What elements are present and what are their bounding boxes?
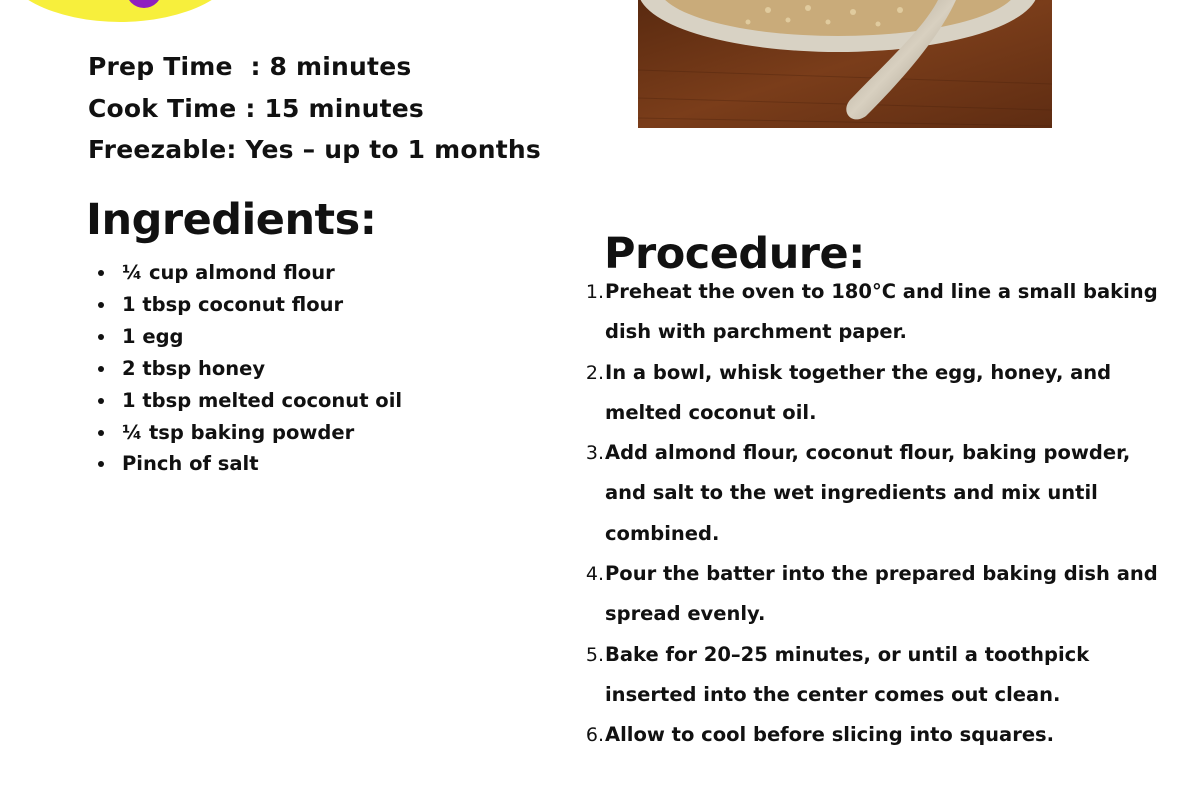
bullet-icon [98,430,104,436]
recipe-meta [88,46,541,171]
ingredient-item [98,417,402,449]
ingredient-label: 1 tbsp coconut flour [122,292,344,316]
bullet-icon [98,461,104,467]
procedure-step [578,272,1178,353]
ingredient-label: ¼ tsp baking powder [122,420,355,444]
freezable-info: Freezable: Yes – up to 1 months [88,135,541,164]
prep-time: Prep Time : 8 minutes [88,52,412,81]
step-number: 4. [585,563,604,586]
ingredients-list [98,257,402,480]
ingredient-label: 1 tbsp melted coconut oil [122,388,403,412]
ingredient-label: 1 egg [122,324,184,348]
step-text: Allow to cool before slicing into squares. [605,723,1055,747]
step-text: Bake for 20–25 minutes, or until a toothpick inserted into the center comes out clean. [605,642,1090,706]
step-text: Preheat the oven to 180°C and line a small baking dish with parchment paper. [605,280,1158,344]
procedure-list [578,272,1178,756]
step-number: 5. [585,643,604,666]
ingredients-heading: Ingredients: [86,195,377,245]
procedure-step [578,635,1178,716]
ingredient-item [98,385,402,417]
step-number: 3. [585,442,604,465]
step-text: Add almond flour, coconut flour, baking powder, and salt to the wet ingredients and mix until combined. [605,441,1131,545]
bullet-icon [98,334,104,340]
procedure-step [578,433,1178,554]
procedure-step [578,715,1178,755]
step-number: 1. [585,281,604,303]
ingredient-item [98,257,402,289]
step-text: Pour the batter into the prepared baking dish and spread evenly. [605,562,1158,626]
cook-time: Cook Time : 15 minutes [88,93,424,123]
ingredient-label: 2 tbsp honey [122,356,266,380]
step-number: 2. [585,361,604,384]
bowl-photo [638,0,1052,128]
bullet-icon [98,398,104,404]
step-text: In a bowl, whisk together the egg, honey, and melted coconut oil. [605,360,1112,424]
procedure-step [578,353,1178,434]
bullet-icon [98,270,104,276]
bullet-icon [98,366,104,372]
ingredient-item [98,353,402,385]
ingredient-label: ¼ cup almond flour [122,261,335,284]
ingredient-label: Pinch of salt [122,452,259,476]
ingredient-item [98,448,402,480]
procedure-heading: Procedure: [604,229,865,279]
decorative-yellow-shape [0,0,240,22]
bullet-icon [98,302,104,308]
ingredient-item [98,289,402,321]
ingredient-item [98,321,402,353]
procedure-step [578,554,1178,635]
step-number: 6. [585,724,604,747]
